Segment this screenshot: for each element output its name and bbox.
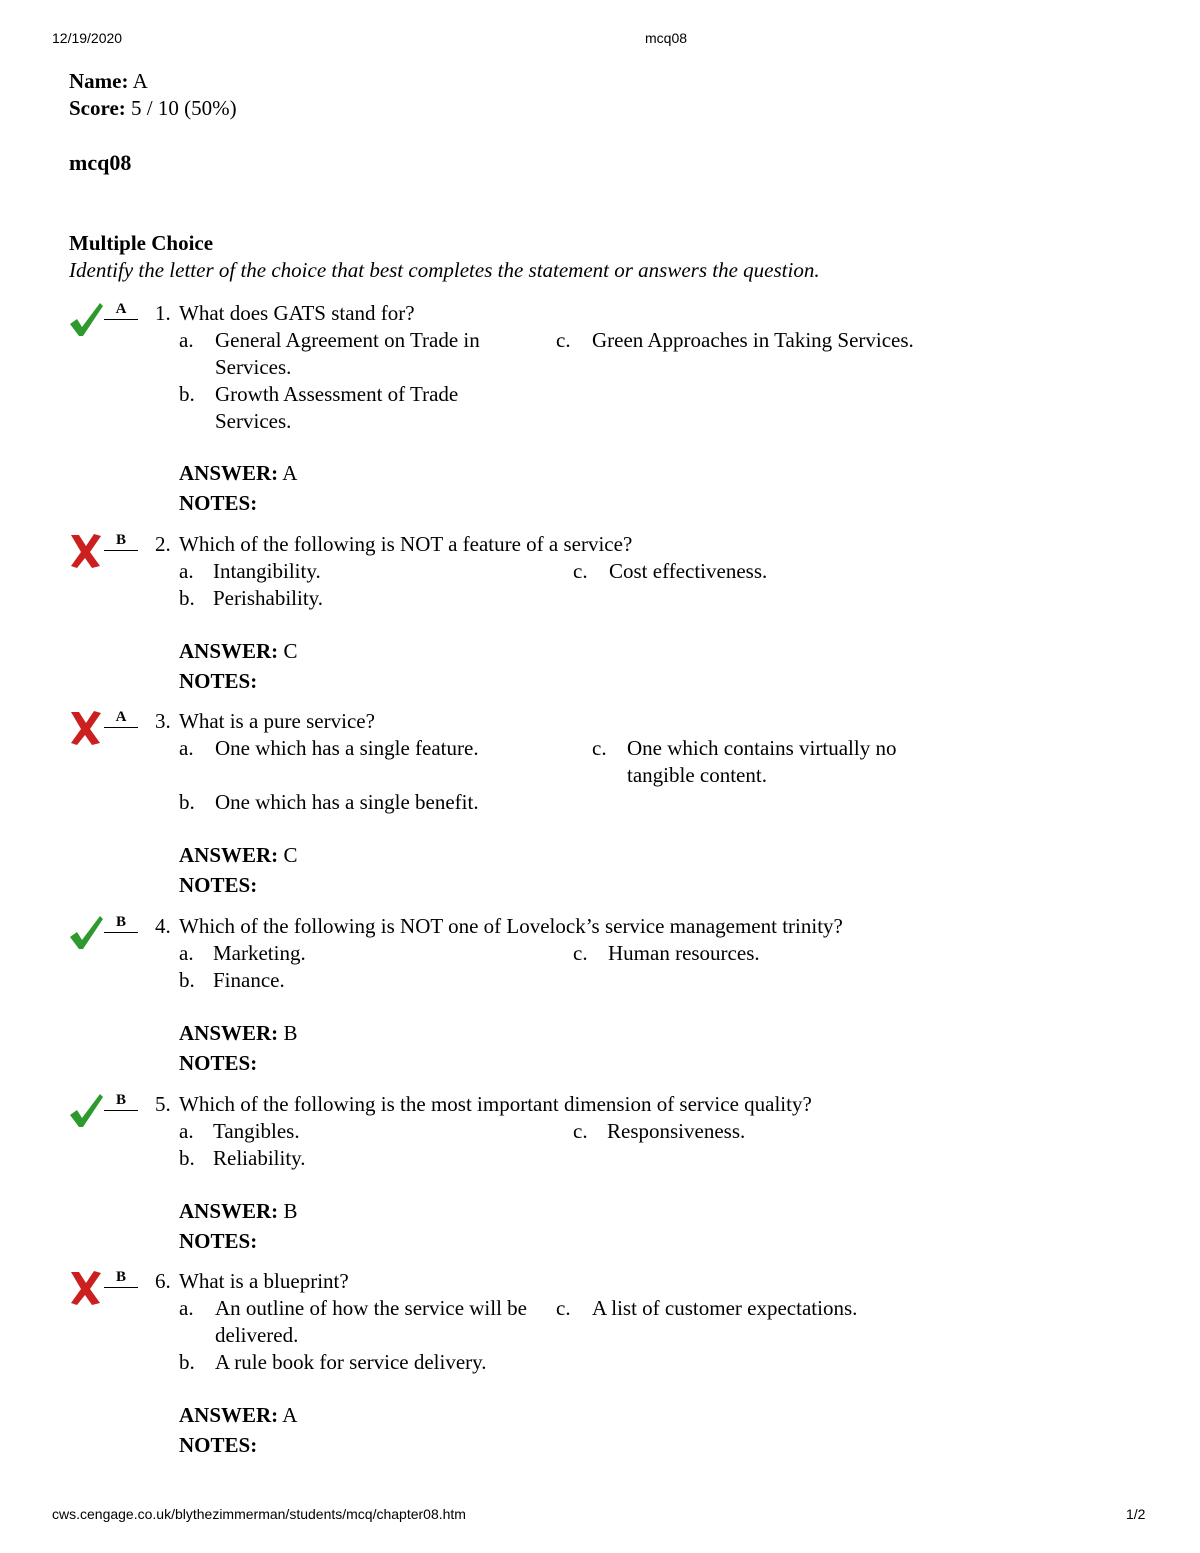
option-text: One which contains virtually no tangible content.	[627, 736, 897, 787]
name-label: Name:	[69, 69, 129, 93]
option-text: Intangibility.	[213, 559, 321, 583]
question-text: Which of the following is NOT a feature of a service?	[179, 532, 633, 556]
x-icon	[68, 708, 104, 748]
answer-label: ANSWER:	[179, 639, 279, 663]
answer-value: B	[283, 1199, 298, 1223]
option-letter: c.	[573, 559, 588, 583]
question-text: What is a pure service?	[179, 709, 375, 733]
option-text: Cost effectiveness.	[609, 559, 768, 583]
option-text: Responsiveness.	[607, 1119, 746, 1143]
option-letter: a.	[179, 1296, 194, 1320]
student-name	[69, 69, 148, 94]
print-date: 12/19/2020	[52, 30, 123, 46]
x-icon	[68, 1268, 104, 1308]
notes-label: NOTES:	[179, 1229, 258, 1253]
answer-line	[179, 638, 297, 665]
question-text: Which of the following is NOT one of Lovelock’s service management trinity?	[179, 914, 843, 938]
notes-line	[179, 1050, 257, 1077]
section-title: Multiple Choice	[69, 231, 214, 255]
question-number: 2.	[155, 532, 171, 556]
score-label: Score:	[69, 96, 126, 120]
question-item	[0, 1091, 1200, 1258]
option-text: Reliability.	[213, 1146, 306, 1170]
option-text: Growth Assessment of Trade Services.	[215, 382, 459, 433]
question-number: 5.	[155, 1092, 171, 1116]
option-text: Human resources.	[608, 941, 760, 965]
answer-value: A	[282, 461, 298, 485]
option-text: A rule book for service delivery.	[215, 1350, 487, 1374]
answer-line	[179, 1198, 297, 1225]
notes-line	[179, 1432, 257, 1459]
option-letter: b.	[179, 968, 195, 992]
option-text: One which has a single feature.	[215, 736, 479, 760]
given-answer: B	[104, 531, 138, 551]
answer-label: ANSWER:	[179, 1199, 279, 1223]
check-icon	[68, 913, 104, 953]
question-text: Which of the following is the most important dimension of service quality?	[179, 1092, 812, 1116]
notes-line	[179, 872, 257, 899]
option-letter: b.	[179, 790, 195, 814]
option-letter: a.	[179, 328, 194, 352]
option-letter: a.	[179, 559, 194, 583]
given-answer: B	[104, 1268, 138, 1288]
question-number: 3.	[155, 709, 171, 733]
option-letter: a.	[179, 941, 194, 965]
option-letter: c.	[573, 941, 588, 965]
print-url: cws.cengage.co.uk/blythezimmerman/students/mcq/chapter08.htm	[52, 1506, 466, 1522]
question-text: What is a blueprint?	[179, 1269, 349, 1293]
option-letter: b.	[179, 1146, 195, 1170]
answer-value: C	[283, 843, 298, 867]
option-text: Marketing.	[213, 941, 306, 965]
answer-line	[179, 842, 297, 869]
answer-label: ANSWER:	[179, 843, 279, 867]
notes-label: NOTES:	[179, 1433, 258, 1457]
given-answer: A	[104, 708, 138, 728]
option-text: Green Approaches in Taking Services.	[592, 328, 914, 352]
notes-line	[179, 1228, 257, 1255]
given-answer: A	[104, 300, 138, 320]
option-letter: c.	[573, 1119, 588, 1143]
notes-label: NOTES:	[179, 873, 258, 897]
option-text: An outline of how the service will be delivered.	[215, 1296, 528, 1347]
name-value: A	[132, 69, 148, 93]
answer-value: B	[283, 1021, 298, 1045]
check-icon	[68, 1091, 104, 1131]
x-icon	[68, 531, 104, 571]
answer-line	[179, 460, 297, 487]
notes-line	[179, 668, 257, 695]
option-text: General Agreement on Trade in Services.	[215, 328, 480, 379]
option-letter: b.	[179, 382, 195, 406]
question-item	[0, 913, 1200, 1080]
answer-value: A	[282, 1403, 298, 1427]
option-text: One which has a single benefit.	[215, 790, 479, 814]
question-item	[0, 300, 1200, 520]
question-text: What does GATS stand for?	[179, 301, 415, 325]
quiz-title: mcq08	[69, 150, 132, 175]
answer-line	[179, 1402, 297, 1429]
option-letter: b.	[179, 586, 195, 610]
answer-label: ANSWER:	[179, 1403, 279, 1427]
option-letter: a.	[179, 1119, 194, 1143]
option-text: Tangibles.	[213, 1119, 300, 1143]
option-letter: a.	[179, 736, 194, 760]
question-number: 4.	[155, 914, 171, 938]
section-instructions: Identify the letter of the choice that best completes the statement or answers the question.	[69, 258, 820, 282]
option-letter: b.	[179, 1350, 195, 1374]
print-title: mcq08	[645, 30, 688, 46]
print-page-number: 1/2	[1126, 1506, 1146, 1522]
answer-label: ANSWER:	[179, 461, 279, 485]
option-letter: c.	[592, 736, 607, 760]
given-answer: B	[104, 913, 138, 933]
option-letter: c.	[556, 328, 571, 352]
notes-line	[179, 490, 257, 517]
question-item	[0, 1268, 1200, 1462]
option-text: A list of customer expectations.	[592, 1296, 858, 1320]
answer-line	[179, 1020, 297, 1047]
score-value: 5 / 10 (50%)	[131, 96, 237, 120]
given-answer: B	[104, 1091, 138, 1111]
answer-value: C	[283, 639, 298, 663]
notes-label: NOTES:	[179, 491, 258, 515]
option-letter: c.	[556, 1296, 571, 1320]
option-text: Finance.	[213, 968, 285, 992]
question-item	[0, 531, 1200, 698]
question-number: 6.	[155, 1269, 171, 1293]
notes-label: NOTES:	[179, 669, 258, 693]
option-text: Perishability.	[213, 586, 324, 610]
question-item	[0, 708, 1200, 902]
answer-label: ANSWER:	[179, 1021, 279, 1045]
question-number: 1.	[155, 301, 171, 325]
notes-label: NOTES:	[179, 1051, 258, 1075]
student-score	[69, 96, 237, 121]
check-icon	[68, 300, 104, 340]
